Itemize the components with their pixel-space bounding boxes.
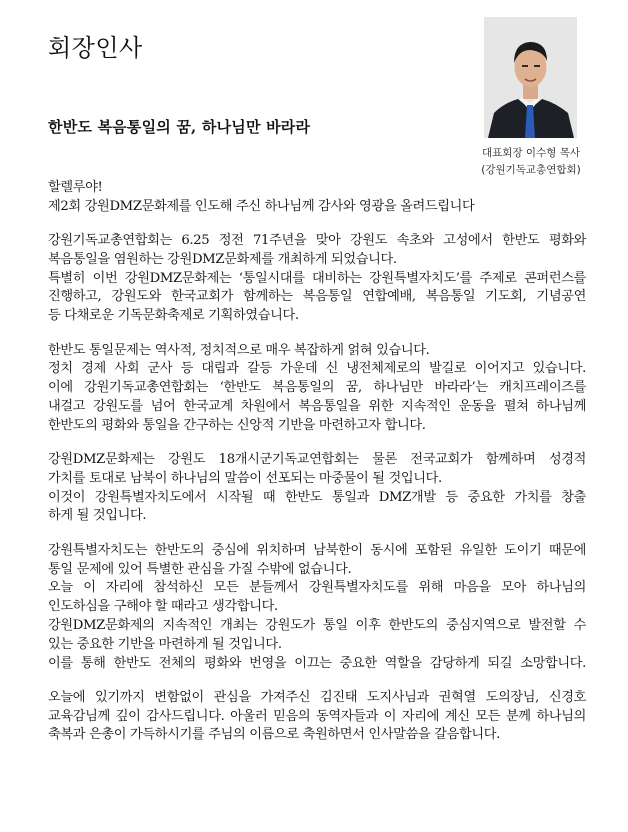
text-line: 강원특별자치도는 한반도의 중심에 위치하며 남북한이 동시에 포함된 유일한 도이기 때문에 — [48, 542, 586, 558]
text-line: 이를 통해 한반도 전체의 평화와 번영을 이끄는 중요한 역할을 감당하게 되길 소망합니다. — [48, 655, 586, 671]
text-line: 오늘 이 자리에 참석하신 모든 분들께서 강원특별자치도를 위해 마음을 모아 하나님의 — [48, 580, 586, 596]
text-line: 강원DMZ문화제의 지속적인 개최는 강원도가 통일 이후 한반도의 중심지역으로 발전할 수 — [48, 617, 586, 633]
paragraph — [48, 689, 586, 745]
message-headline: 한반도 복음통일의 꿈, 하나님만 바라라 — [48, 118, 311, 136]
text-line: 축복과 은총이 가득하시기를 주님의 이름으로 축원하면서 인사말씀을 갈음합니다. — [48, 727, 500, 743]
text-line: 오늘에 있기까지 변함없이 관심을 가져주신 김진태 도지사님과 권혁열 도의장님, 신경호 — [48, 689, 586, 705]
text-line: 제2회 강원DMZ문화제를 인도해 주신 하나님께 감사와 영광을 올려드립니다 — [48, 198, 475, 214]
chairman-portrait — [484, 17, 577, 138]
text-line: 할렐루야! — [48, 180, 103, 195]
text-line: 통일 문제에 있어 특별한 관심을 가질 수밖에 없습니다. — [48, 561, 352, 577]
paragraph — [48, 342, 586, 436]
text-line: 이에 강원기독교총연합회는 ‘한반도 복음통일의 꿈, 하나님만 바라라’는 캐치프레이즈를 — [48, 380, 586, 396]
chairman-portrait-image — [484, 17, 577, 138]
text-line: 진행하고, 강원도와 한국교회가 함께하는 복음통일 연합예배, 복음통일 기도회, 기념공연 — [48, 289, 586, 305]
chairman-organization: (강원기독교총연합회) — [481, 164, 581, 176]
text-line: 한반도의 평화와 통일을 간구하는 신앙적 기반을 마련하고자 합니다. — [48, 417, 426, 433]
text-line: 강원DMZ문화제는 강원도 18개시군기독교연합회는 물론 전국교회가 함께하며 성경적 — [48, 452, 586, 468]
text-line: 정치 경제 사회 군사 등 대립과 갈등 가운데 신 냉전체제로의 발길로 이어지고 있습니다. — [48, 361, 586, 377]
paragraph — [48, 179, 586, 217]
page-title: 회장인사 — [48, 34, 143, 62]
text-line: 하게 될 것입니다. — [48, 508, 147, 524]
text-line: 내걸고 강원도를 넘어 한국교계 차원에서 복음통일을 위한 지속적인 운동을 펼쳐 하나님께 — [48, 398, 586, 414]
text-line: 특별히 이번 강원DMZ문화제는 ‘통일시대를 대비하는 강원특별자치도’를 주제로 콘퍼런스를 — [48, 270, 586, 286]
greeting-body — [48, 179, 586, 761]
text-line: 인도하심을 구해야 할 때라고 생각합니다. — [48, 599, 278, 615]
text-line: 등 다채로운 기독문화축제로 기획하였습니다. — [48, 308, 299, 324]
text-line: 있는 중요한 기반을 마련하게 될 것입니다. — [48, 636, 282, 652]
text-line: 교육감님께 깊이 감사드립니다. 아울러 믿음의 동역자들과 이 자리에 계신 모든 분께 하나님의 — [48, 708, 586, 724]
chairman-caption: 대표회장 이수형 목사 — [482, 147, 580, 159]
text-line: 강원기독교총연합회는 6.25 정전 71주년을 맞아 강원도 속초와 고성에서 한반도 평화와 — [48, 233, 586, 249]
paragraph — [48, 451, 586, 526]
text-line: 복음통일을 염원하는 강원DMZ문화제를 개최하게 되었습니다. — [48, 251, 397, 267]
text-line: 이것이 강원특별자치도에서 시작될 때 한반도 통일과 DMZ개발 등 중요한 가치를 창출 — [48, 489, 586, 505]
text-line: 한반도 통일문제는 역사적, 정치적으로 매우 복잡하게 얽혀 있습니다. — [48, 342, 430, 358]
paragraph — [48, 232, 586, 326]
text-line: 가치를 토대로 남북이 하나님의 말씀이 선포되는 마중물이 될 것입니다. — [48, 470, 442, 486]
paragraph — [48, 542, 586, 674]
